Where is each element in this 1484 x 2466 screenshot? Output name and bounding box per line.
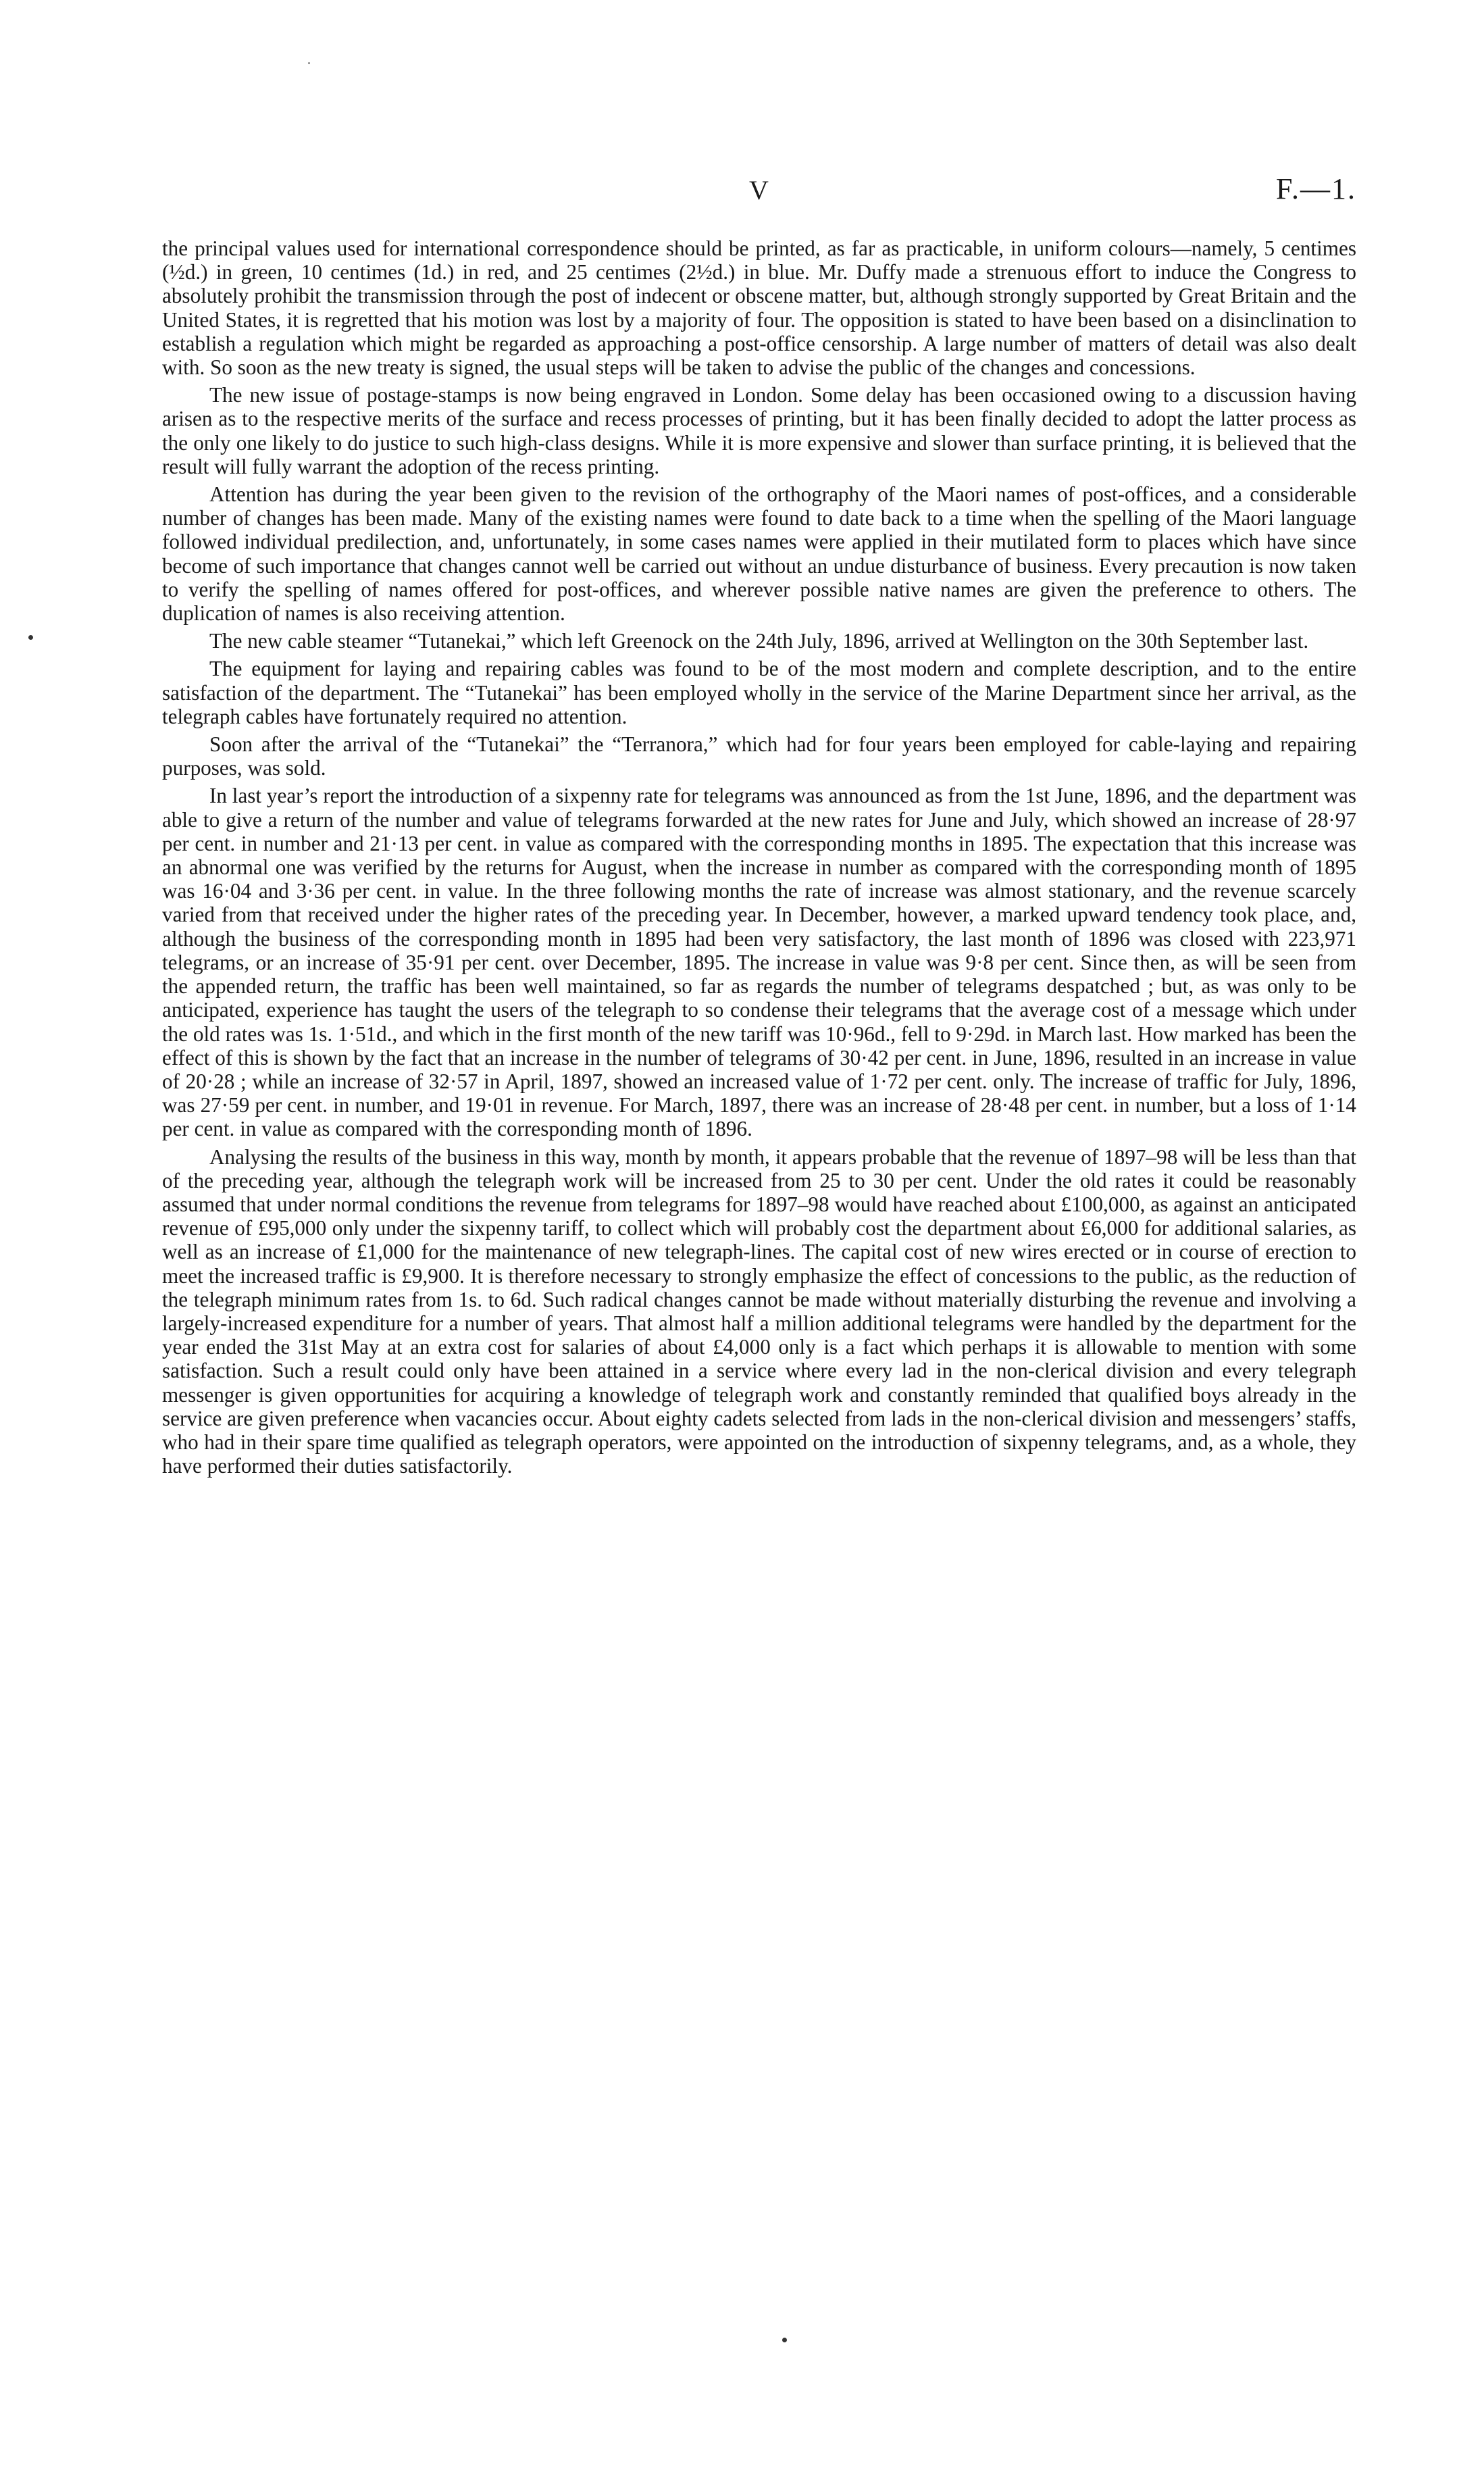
paragraph-cable-equipment: The equipment for laying and repairing cables was found to be of the most modern and complete description, and to the entire satisfaction of the department. The “Tutanekai” has been employed wholly in the service of the Marine Department since her arrival, as the telegraph cables have fortunately required no attention. <box>162 657 1356 728</box>
paragraph-revenue-analysis: Analysing the results of the business in this way, month by month, it appears probable that the revenue of 1897–98 will be less than that of the preceding year, although the telegraph work will be increased from 25 to 30 per cent. Under the old rates it could be reasonably assumed that under normal conditions the revenue from telegrams for 1897–98 would have reached about £100,000, as against an anticipated revenue of £95,000 only under the sixpenny tariff, to collect which will probably cost the department about £6,000 for additional salaries, as well as an increase of £1,000 for the maintenance of new telegraph-lines. The capital cost of new wires erected or in course of erection to meet the increased traffic is £9,900. It is therefore necessary to strongly emphasize the effect of concessions to the public, as the reduction of the telegraph minimum rates from 1s. to 6d. Such radical changes cannot be made without materially disturbing the revenue and involving a largely-increased expenditure for a number of years. That almost half a million additional telegrams were handled by the department for the year ended the 31st May at an extra cost for salaries of about £4,000 only is a fact which perhaps it is allowable to mention with some satisfaction. Such a result could only have been attained in a service where every lad in the non-clerical division and every telegraph messenger is given opportunities for acquiring a knowledge of telegraph work and constantly reminded that qualified boys already in the service are given preference when vacancies occur. About eighty cadets selected from lads in the non-clerical division and messengers’ staffs, who had in their spare time qualified as telegraph operators, were appointed on the introduction of sixpenny telegrams, and, as a whole, they have performed their duties satisfactorily. <box>162 1144 1356 1478</box>
paragraph-terranora-sold: Soon after the arrival of the “Tutanekai” the “Terranora,” which had for four years been employed for cable-laying and repairing purposes, was sold. <box>162 732 1356 780</box>
page-number: V <box>749 175 769 205</box>
paragraph-cable-steamer: The new cable steamer “Tutanekai,” which left Greenock on the 24th July, 1896, arrived at Wellington on the 30th September last. <box>209 629 1309 653</box>
footer-dot <box>782 2338 787 2342</box>
paragraph-postal-union-continued: the principal values used for international correspondence should be printed, as far as practicable, in uniform colours—namely, 5 centimes (½d.) in green, 10 centimes (1d.) in red, and 25 centimes (2½d.) in blue. Mr. Duffy made a strenuous effort to induce the Congress to absolutely prohibit the transmission through the post of indecent or obscene matter, but, although strongly supported by Great Britain and the United States, it is regretted that his motion was lost by a majority of four. The opposition is stated to have been based on a disinclination to establish a regulation which might be regarded as approaching a post-office censorship. A large number of matters of detail was also dealt with. So soon as the new treaty is signed, the usual steps will be taken to advise the public of the changes and concessions. <box>162 236 1356 380</box>
paragraph-postage-stamps: The new issue of postage-stamps is now being engraved in London. Some delay has been occasioned owing to a discussion having arisen as to the respective merits of the surface and recess processes of printing, but it has been finally decided to adopt the latter process as the only one likely to do justice to such high-class designs. While it is more expensive and slower than surface printing, it is believed that the result will fully warrant the adoption of the recess printing. <box>162 383 1356 478</box>
body-text <box>162 236 1356 1482</box>
page-header <box>162 174 1356 215</box>
paragraph-maori-names: Attention has during the year been given to the revision of the orthography of the Maori names of post-offices, and a considerable number of changes has been made. Many of the existing names were found to date back to a time when the spelling of the Maori language followed individual predilection, and, unfortunately, in some cases names were applied in their mutilated form to places which have since become of such importance that changes cannot well be carried out without an undue disturbance of business. Every precaution is now taken to verify the spelling of names offered for post-offices, and wherever possible native names are given the preference to others. The duplication of names is also receiving attention. <box>162 482 1356 626</box>
paragraph-sixpenny-telegrams: In last year’s report the introduction of a sixpenny rate for telegrams was announced as from the 1st June, 1896, and the department was able to give a return of the number and value of telegrams forwarded at the new rates for June and July, which showed an increase of 28·97 per cent. in number and 21·13 per cent. in value as compared with the corresponding months in 1895. The expectation that this increase was an abnormal one was verified by the returns for August, when the increase in number as compared with the corresponding month of 1895 was 16·04 and 3·36 per cent. in value. In the three following months the rate of increase was almost stationary, and the revenue scarcely varied from that received under the higher rates of the preceding year. In December, however, a marked upward tendency took place, and, although the business of the corresponding month in 1895 had been very satisfactory, the last month of 1896 was closed with 223,971 telegrams, or an increase of 35·91 per cent. over December, 1895. The increase in value was 9·8 per cent. Since then, as will be seen from the appended return, the traffic has been well maintained, so far as regards the number of telegrams despatched ; but, as was only to be anticipated, experience has taught the users of the telegraph to so condense their telegrams that the average cost of a message which under the old rates was 1s. 1·51d., and which in the first month of the new tariff was 10·96d., fell to 9·29d. in March last. How marked has been the effect of this is shown by the fact that an increase in the number of telegrams of 30·42 per cent. in June, 1896, resulted in an increase in value of 20·28 ; while an increase of 32·57 in April, 1897, showed an increased value of 1·72 per cent. only. The increase of traffic for July, 1896, was 27·59 per cent. in number, and 19·01 in revenue. For March, 1897, there was an increase of 28·48 per cent. in number, but a loss of 1·14 per cent. in value as compared with the corresponding month of 1896. <box>162 784 1356 1141</box>
document-reference: F.—1. <box>1276 172 1356 205</box>
scan-speck <box>308 62 310 64</box>
margin-dot <box>28 635 33 640</box>
